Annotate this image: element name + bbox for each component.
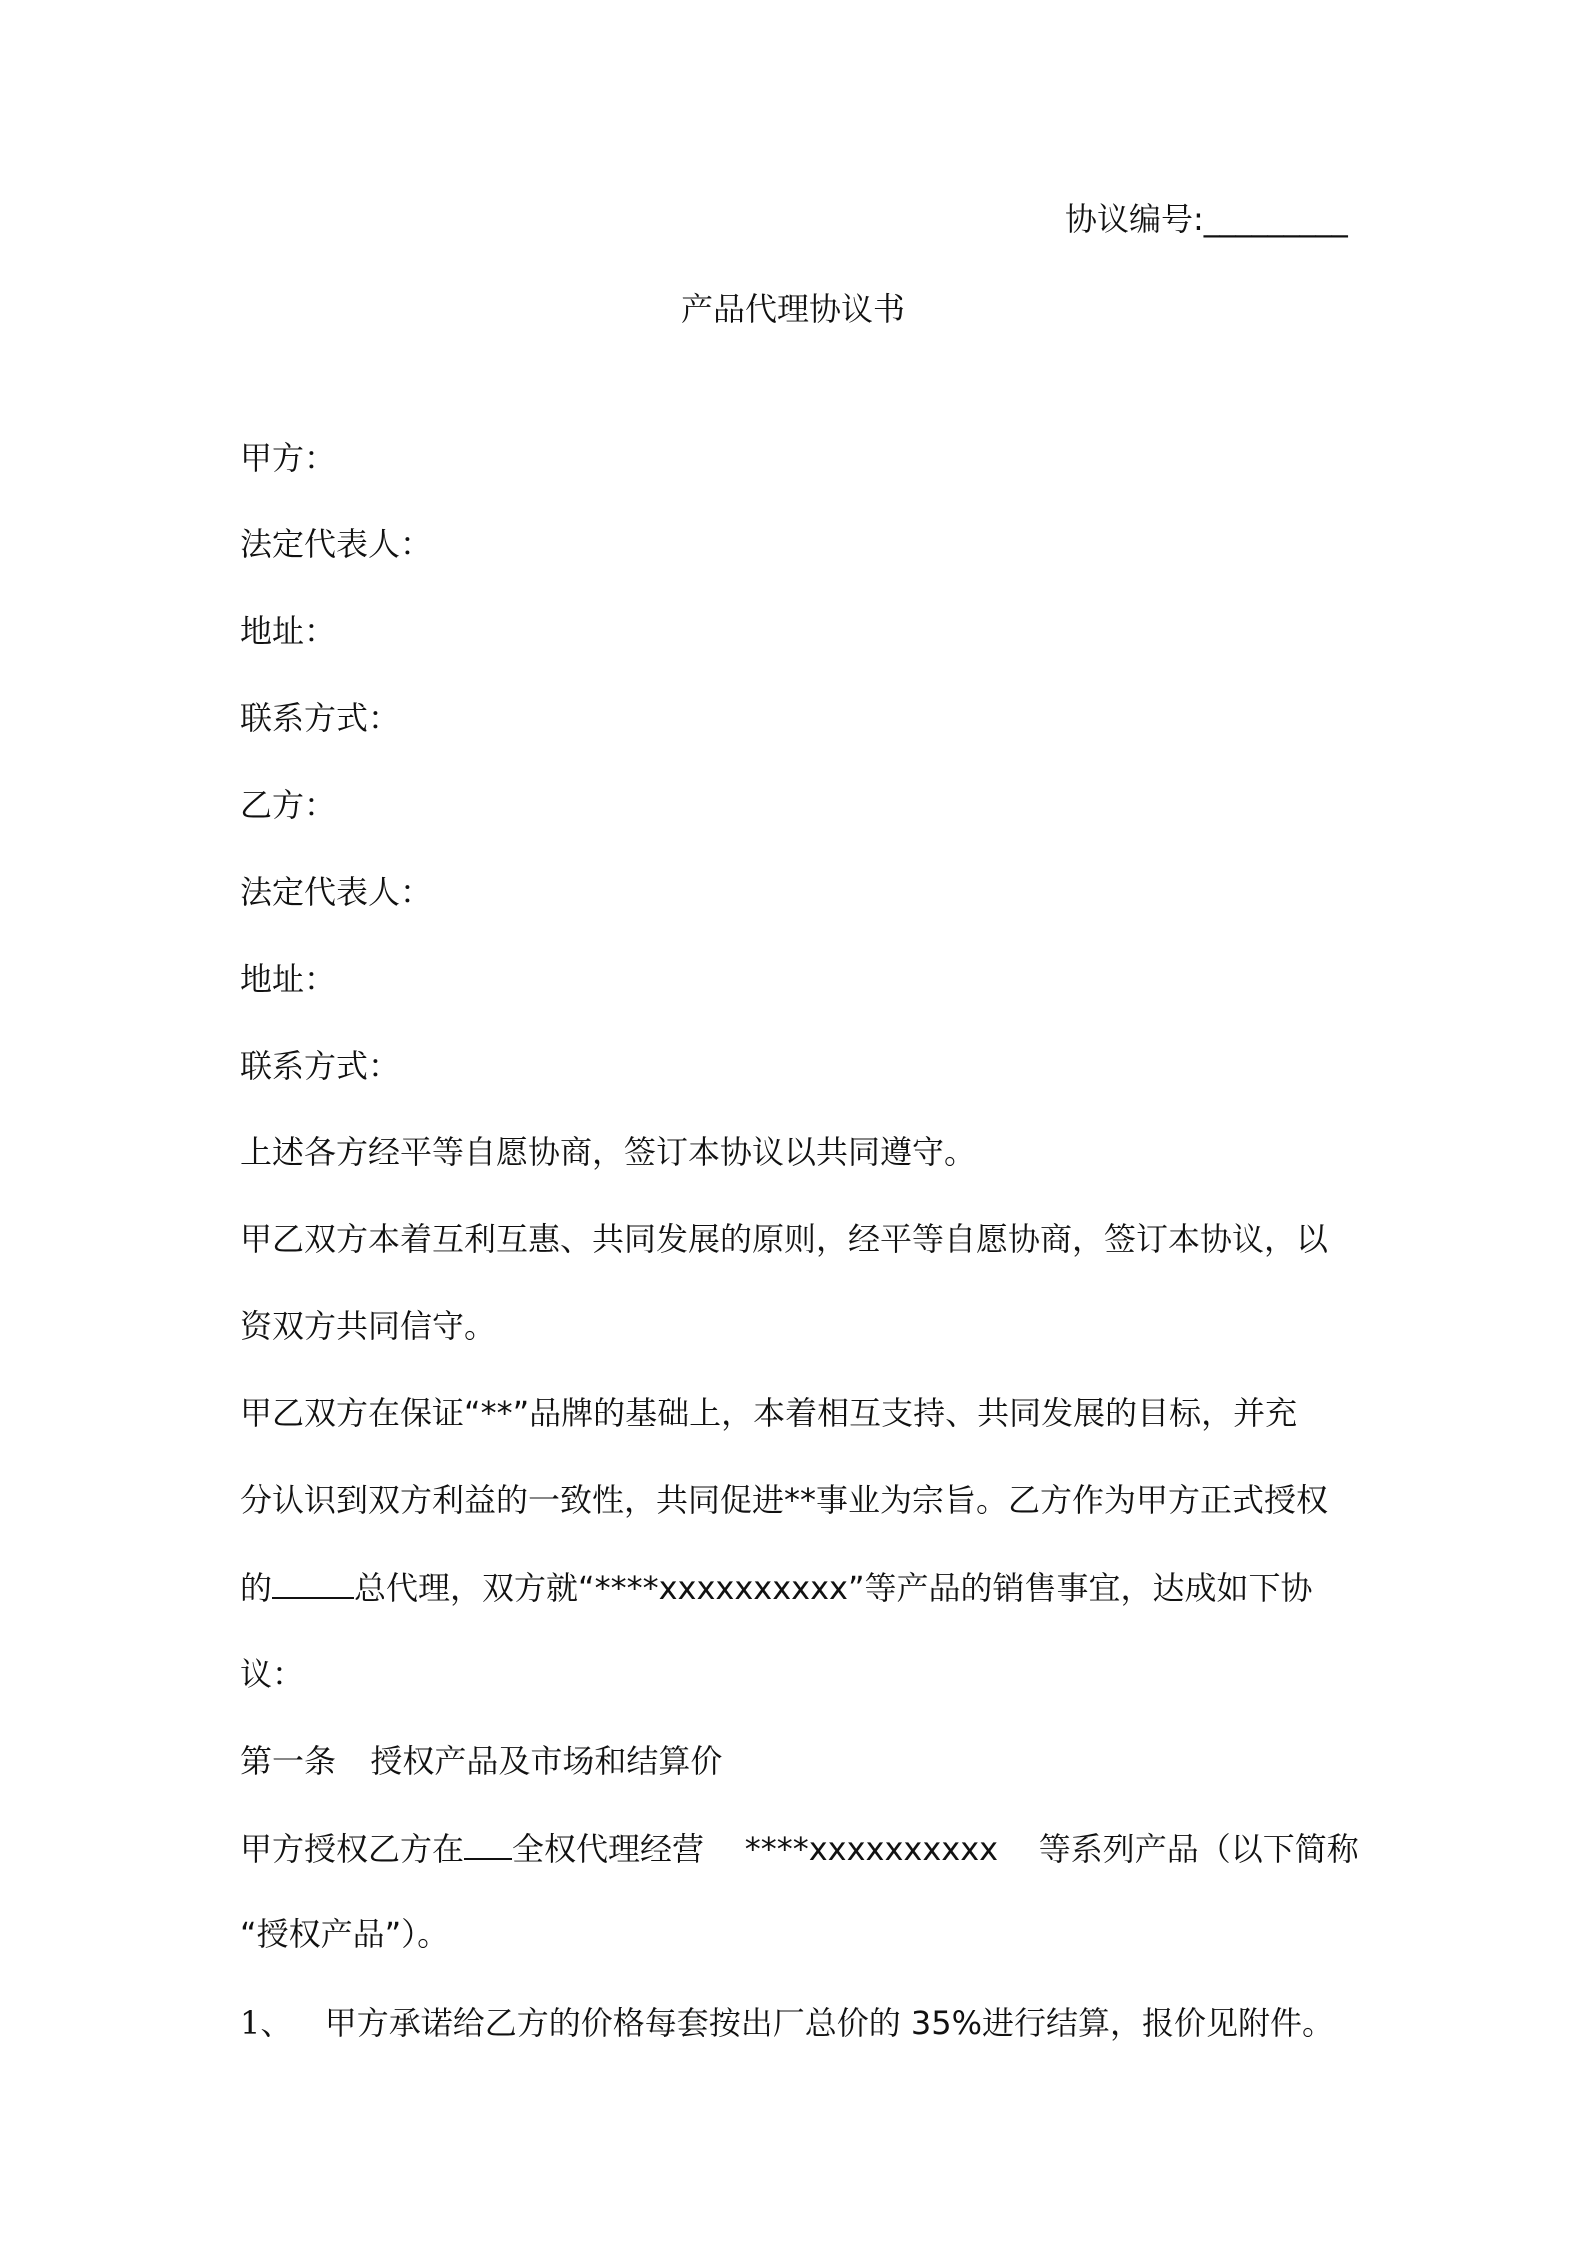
intro-paragraph-2-line-2: 资双方共同信守。 bbox=[240, 1307, 497, 1345]
intro-paragraph-1: 上述各方经平等自愿协商，签订本协议以共同遵守。 bbox=[240, 1133, 977, 1171]
article-1-item-1 bbox=[240, 1999, 1334, 2047]
intro-paragraph-3-line-4: 议： bbox=[240, 1655, 305, 1693]
party-b-label: 乙方： bbox=[240, 786, 337, 824]
article-1-item-1-number: 1、 bbox=[240, 2004, 293, 2042]
article-1-item-1-text: 甲方承诺给乙方的价格每套按出厂总价的 35%进行结算，报价见附件。 bbox=[324, 2004, 1335, 2042]
party-a-contact-label: 联系方式： bbox=[240, 699, 401, 737]
intro-paragraph-3-line-3-suffix: 总代理，双方就“****xxxxxxxxxx”等产品的销售事宜，达成如下协 bbox=[354, 1569, 1313, 1607]
territory-blank bbox=[272, 1563, 354, 1599]
intro-paragraph-2-line-1: 甲乙双方本着互利互惠、共同发展的原则，经平等自愿协商，签订本协议，以 bbox=[240, 1220, 1329, 1258]
article-1-heading bbox=[240, 1737, 722, 1785]
agreement-number: 协议编号:_________ bbox=[1065, 200, 1348, 238]
article-1-paragraph-1-line-2: “授权产品”）。 bbox=[240, 1915, 450, 1953]
party-a-representative-label: 法定代表人： bbox=[240, 525, 433, 563]
party-a-label: 甲方： bbox=[240, 439, 337, 477]
article-1-title: 授权产品及市场和结算价 bbox=[370, 1742, 723, 1780]
document-title: 产品代理协议书 bbox=[680, 290, 905, 328]
article-1-paragraph-1-suffix: 全权代理经营 ****xxxxxxxxxx 等系列产品（以下简称 bbox=[512, 1830, 1359, 1868]
party-b-representative-label: 法定代表人： bbox=[240, 873, 433, 911]
article-1-paragraph-1-line-1 bbox=[240, 1824, 1359, 1873]
intro-paragraph-3-line-3 bbox=[240, 1563, 1313, 1612]
article-1-number: 第一条 bbox=[240, 1742, 337, 1780]
intro-paragraph-3-line-1: 甲乙双方在保证“**”品牌的基础上，本着相互支持、共同发展的目标，并充 bbox=[240, 1394, 1298, 1432]
article-1-paragraph-1-prefix: 甲方授权乙方在 bbox=[240, 1830, 465, 1868]
party-a-address-label: 地址： bbox=[240, 612, 337, 650]
party-b-contact-label: 联系方式： bbox=[240, 1047, 401, 1085]
region-blank bbox=[464, 1824, 512, 1860]
party-b-address-label: 地址： bbox=[240, 960, 337, 998]
intro-paragraph-3-line-3-prefix: 的 bbox=[240, 1569, 273, 1607]
intro-paragraph-3-line-2: 分认识到双方利益的一致性，共同促进**事业为宗旨。乙方作为甲方正式授权 bbox=[240, 1481, 1329, 1519]
